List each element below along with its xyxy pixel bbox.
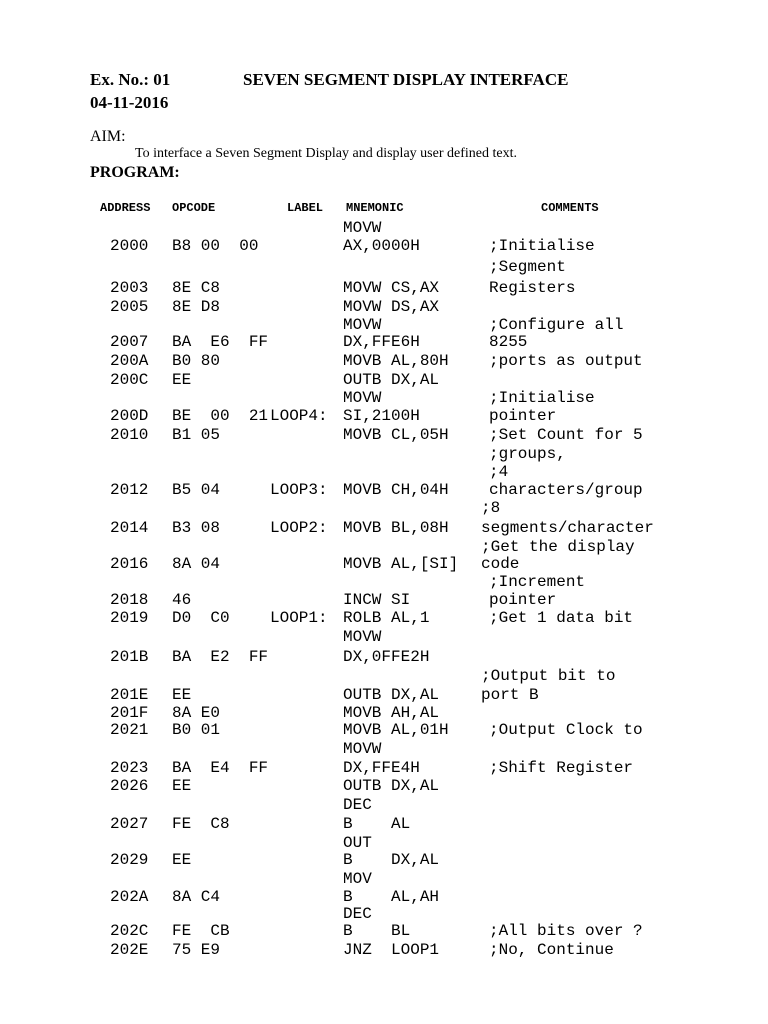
document-date: 04-11-2016 (90, 93, 169, 112)
comment-cell: ;8 (481, 499, 501, 517)
aim-label: AIM: (90, 128, 126, 145)
address-cell: 200A (110, 352, 149, 370)
opcode-cell: 8A E0 (172, 704, 221, 722)
opcode-cell: B1 05 (172, 426, 221, 444)
comment-cell: code (481, 555, 520, 573)
comment-cell: ;Get the display (481, 538, 635, 556)
mnemonic-cell: SI,2100H (343, 407, 420, 425)
address-cell: 2023 (110, 759, 149, 777)
comment-cell: 8255 (489, 333, 528, 351)
comment-cell: segments/character (481, 519, 654, 537)
opcode-cell: B8 00 00 (172, 237, 259, 255)
address-cell: 2007 (110, 333, 149, 351)
comment-cell: ;Shift Register (489, 759, 634, 777)
mnemonic-cell: JNZ LOOP1 (343, 941, 440, 959)
address-cell: 2026 (110, 777, 149, 795)
address-cell: 201B (110, 648, 149, 666)
mnemonic-cell: DX,FFE4H (343, 759, 420, 777)
opcode-cell: EE (172, 851, 192, 869)
mnemonic-cell: B AL (343, 815, 411, 833)
mnemonic-cell: DX,0FFE2H (343, 648, 430, 666)
comment-cell: ;ports as output (489, 352, 643, 370)
address-cell: 2014 (110, 519, 149, 537)
mnemonic-cell: DEC (343, 905, 372, 923)
opcode-cell: BA E4 FF (172, 759, 269, 777)
address-cell: 201E (110, 686, 149, 704)
opcode-cell: B3 08 (172, 519, 221, 537)
opcode-cell: 46 (172, 591, 192, 609)
address-cell: 2010 (110, 426, 149, 444)
comment-cell: ;groups, (489, 445, 566, 463)
mnemonic-cell: MOVW (343, 316, 382, 334)
comment-cell: ;Output bit to (481, 667, 616, 685)
column-header-comments: COMMENTS (541, 201, 599, 215)
address-cell: 2016 (110, 555, 149, 573)
comment-cell: ;Output Clock to (489, 721, 643, 739)
mnemonic-cell: MOVB AL,80H (343, 352, 449, 370)
comment-cell: ;Configure all (489, 316, 624, 334)
opcode-cell: 8E D8 (172, 298, 221, 316)
comment-cell: ;Initialise (489, 389, 595, 407)
opcode-cell: BA E6 FF (172, 333, 269, 351)
mnemonic-cell: MOVB AL,[SI] (343, 555, 459, 573)
address-cell: 2021 (110, 721, 149, 739)
label-cell: LOOP2: (270, 519, 328, 537)
comment-cell: ;4 (489, 463, 509, 481)
comment-cell: pointer (489, 591, 557, 609)
mnemonic-cell: B DX,AL (343, 851, 440, 869)
mnemonic-cell: MOVB AL,01H (343, 721, 449, 739)
mnemonic-cell: MOVW (343, 219, 382, 237)
address-cell: 2019 (110, 609, 149, 627)
column-header-label: LABEL (287, 201, 324, 215)
comment-cell: ;Get 1 data bit (489, 609, 634, 627)
mnemonic-cell: OUTB DX,AL (343, 686, 440, 704)
mnemonic-cell: B AL,AH (343, 888, 440, 906)
mnemonic-cell: AX,0000H (343, 237, 420, 255)
mnemonic-cell: DX,FFE6H (343, 333, 420, 351)
mnemonic-cell: OUTB DX,AL (343, 777, 440, 795)
column-header-address: ADDRESS (100, 201, 151, 215)
opcode-cell: BA E2 FF (172, 648, 269, 666)
label-cell: LOOP4: (270, 407, 328, 425)
mnemonic-cell: ROLB AL,1 (343, 609, 430, 627)
comment-cell: ;Segment (489, 258, 566, 276)
comment-cell: port B (481, 686, 539, 704)
program-label: PROGRAM: (90, 164, 180, 181)
label-cell: LOOP3: (270, 481, 328, 499)
mnemonic-cell: INCW SI (343, 591, 411, 609)
comment-cell: ;No, Continue (489, 941, 614, 959)
opcode-cell: FE C8 (172, 815, 230, 833)
comment-cell: characters/group (489, 481, 643, 499)
address-cell: 202A (110, 888, 149, 906)
column-header-mnemonic: MNEMONIC (346, 201, 404, 215)
comment-cell: ;Increment (489, 573, 586, 591)
exercise-number: Ex. No.: 01 (90, 70, 171, 89)
opcode-cell: EE (172, 371, 192, 389)
address-cell: 201F (110, 704, 149, 722)
opcode-cell: EE (172, 777, 192, 795)
opcode-cell: B0 01 (172, 721, 221, 739)
address-cell: 2012 (110, 481, 149, 499)
mnemonic-cell: MOVW (343, 740, 382, 758)
opcode-cell: FE CB (172, 922, 230, 940)
opcode-cell: 8E C8 (172, 279, 221, 297)
mnemonic-cell: MOV (343, 870, 372, 888)
address-cell: 202E (110, 941, 149, 959)
comment-cell: ;Initialise (489, 237, 595, 255)
mnemonic-cell: B BL (343, 922, 411, 940)
aim-text: To interface a Seven Segment Display and display user defined text. (135, 146, 517, 161)
opcode-cell: BE 00 21 (172, 407, 269, 425)
opcode-cell: 75 E9 (172, 941, 221, 959)
address-cell: 200C (110, 371, 149, 389)
opcode-cell: 8A C4 (172, 888, 221, 906)
address-cell: 2029 (110, 851, 149, 869)
address-cell: 202C (110, 922, 149, 940)
mnemonic-cell: MOVB CL,05H (343, 426, 449, 444)
mnemonic-cell: MOVB BL,08H (343, 519, 449, 537)
comment-cell: ;All bits over ? (489, 922, 643, 940)
mnemonic-cell: MOVW (343, 628, 382, 646)
address-cell: 2003 (110, 279, 149, 297)
mnemonic-cell: MOVB AH,AL (343, 704, 440, 722)
comment-cell: ;Set Count for 5 (489, 426, 643, 444)
opcode-cell: 8A 04 (172, 555, 221, 573)
comment-cell: Registers (489, 279, 576, 297)
mnemonic-cell: OUT (343, 834, 372, 852)
mnemonic-cell: DEC (343, 796, 372, 814)
opcode-cell: D0 C0 (172, 609, 230, 627)
mnemonic-cell: OUTB DX,AL (343, 371, 440, 389)
document-title: SEVEN SEGMENT DISPLAY INTERFACE (243, 70, 569, 89)
address-cell: 2005 (110, 298, 149, 316)
mnemonic-cell: MOVW DS,AX (343, 298, 440, 316)
comment-cell: pointer (489, 407, 557, 425)
mnemonic-cell: MOVW (343, 389, 382, 407)
address-cell: 2000 (110, 237, 149, 255)
mnemonic-cell: MOVW CS,AX (343, 279, 440, 297)
mnemonic-cell: MOVB CH,04H (343, 481, 449, 499)
column-header-opcode: OPCODE (172, 201, 216, 215)
opcode-cell: B5 04 (172, 481, 221, 499)
opcode-cell: B0 80 (172, 352, 221, 370)
address-cell: 200D (110, 407, 149, 425)
address-cell: 2018 (110, 591, 149, 609)
address-cell: 2027 (110, 815, 149, 833)
label-cell: LOOP1: (270, 609, 328, 627)
opcode-cell: EE (172, 686, 192, 704)
